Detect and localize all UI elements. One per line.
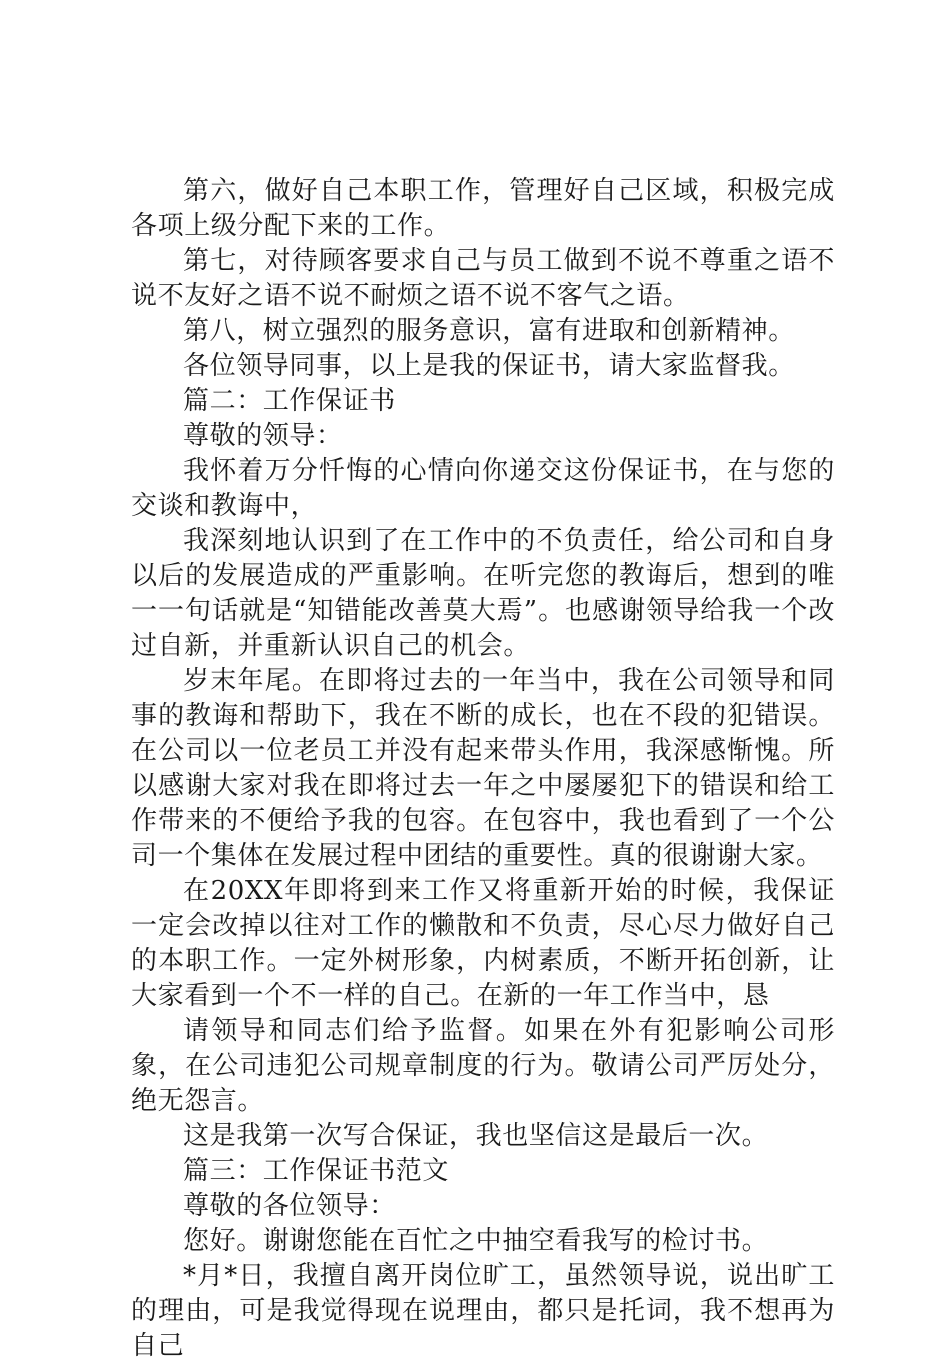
body-paragraph: 我怀着万分忏悔的心情向你递交这份保证书，在与您的交谈和教诲中， [131,456,835,521]
body-paragraph: 您好。谢谢您能在百忙之中抽空看我写的检讨书。 [183,1226,769,1256]
body-paragraph: 请领导和同志们给予监督。如果在外有犯影响公司形象，在公司违犯公司规章制度的行为。敬请公司严厉处分，绝无怨言。 [131,1016,835,1116]
paragraph-item-8: 第八，树立强烈的服务意识，富有进取和创新精神。 [183,316,795,346]
closing-paragraph: 各位领导同事，以上是我的保证书，请大家监督我。 [183,351,795,381]
section-heading-2: 篇二：工作保证书 [183,386,396,416]
body-paragraph: 在20XX年即将到来工作又将重新开始的时候，我保证一定会改掉以往对工作的懒散和不负责，尽心尽力做好自己的本职工作。一定外树形象，内树素质，不断开拓创新，让大家看到一个不一样的自己。在新的一年工作当中，恳 [131,876,835,1011]
salutation: 尊敬的领导： [183,421,343,451]
section-heading-3: 篇三：工作保证书范文 [183,1156,450,1186]
paragraph-item-6: 第六，做好自己本职工作，管理好自己区域，积极完成各项上级分配下来的工作。 [131,176,835,241]
salutation: 尊敬的各位领导： [183,1191,396,1221]
body-paragraph: 我深刻地认识到了在工作中的不负责任，给公司和自身以后的发展造成的严重影响。在听完您的教诲后，想到的唯一一句话就是“知错能改善莫大焉”。也感谢领导给我一个改过自新，并重新认识自己的机会。 [131,526,835,661]
paragraph-item-7: 第七，对待顾客要求自己与员工做到不说不尊重之语不说不友好之语不说不耐烦之语不说不客气之语。 [131,246,835,311]
document-body [131,174,835,1364]
body-paragraph: *月*日，我擅自离开岗位旷工，虽然领导说，说出旷工的理由，可是我觉得现在说理由，都只是托词，我不想再为自己 [131,1261,835,1361]
body-paragraph: 这是我第一次写合保证，我也坚信这是最后一次。 [183,1121,769,1151]
body-paragraph: 岁末年尾。在即将过去的一年当中，我在公司领导和同事的教诲和帮助下，我在不断的成长，也在不段的犯错误。在公司以一位老员工并没有起来带头作用，我深感惭愧。所以感谢大家对我在即将过去一年之中屡屡犯下的错误和给工作带来的不便给予我的包容。在包容中，我也看到了一个公司一个集体在发展过程中团结的重要性。真的很谢谢大家。 [131,666,835,871]
